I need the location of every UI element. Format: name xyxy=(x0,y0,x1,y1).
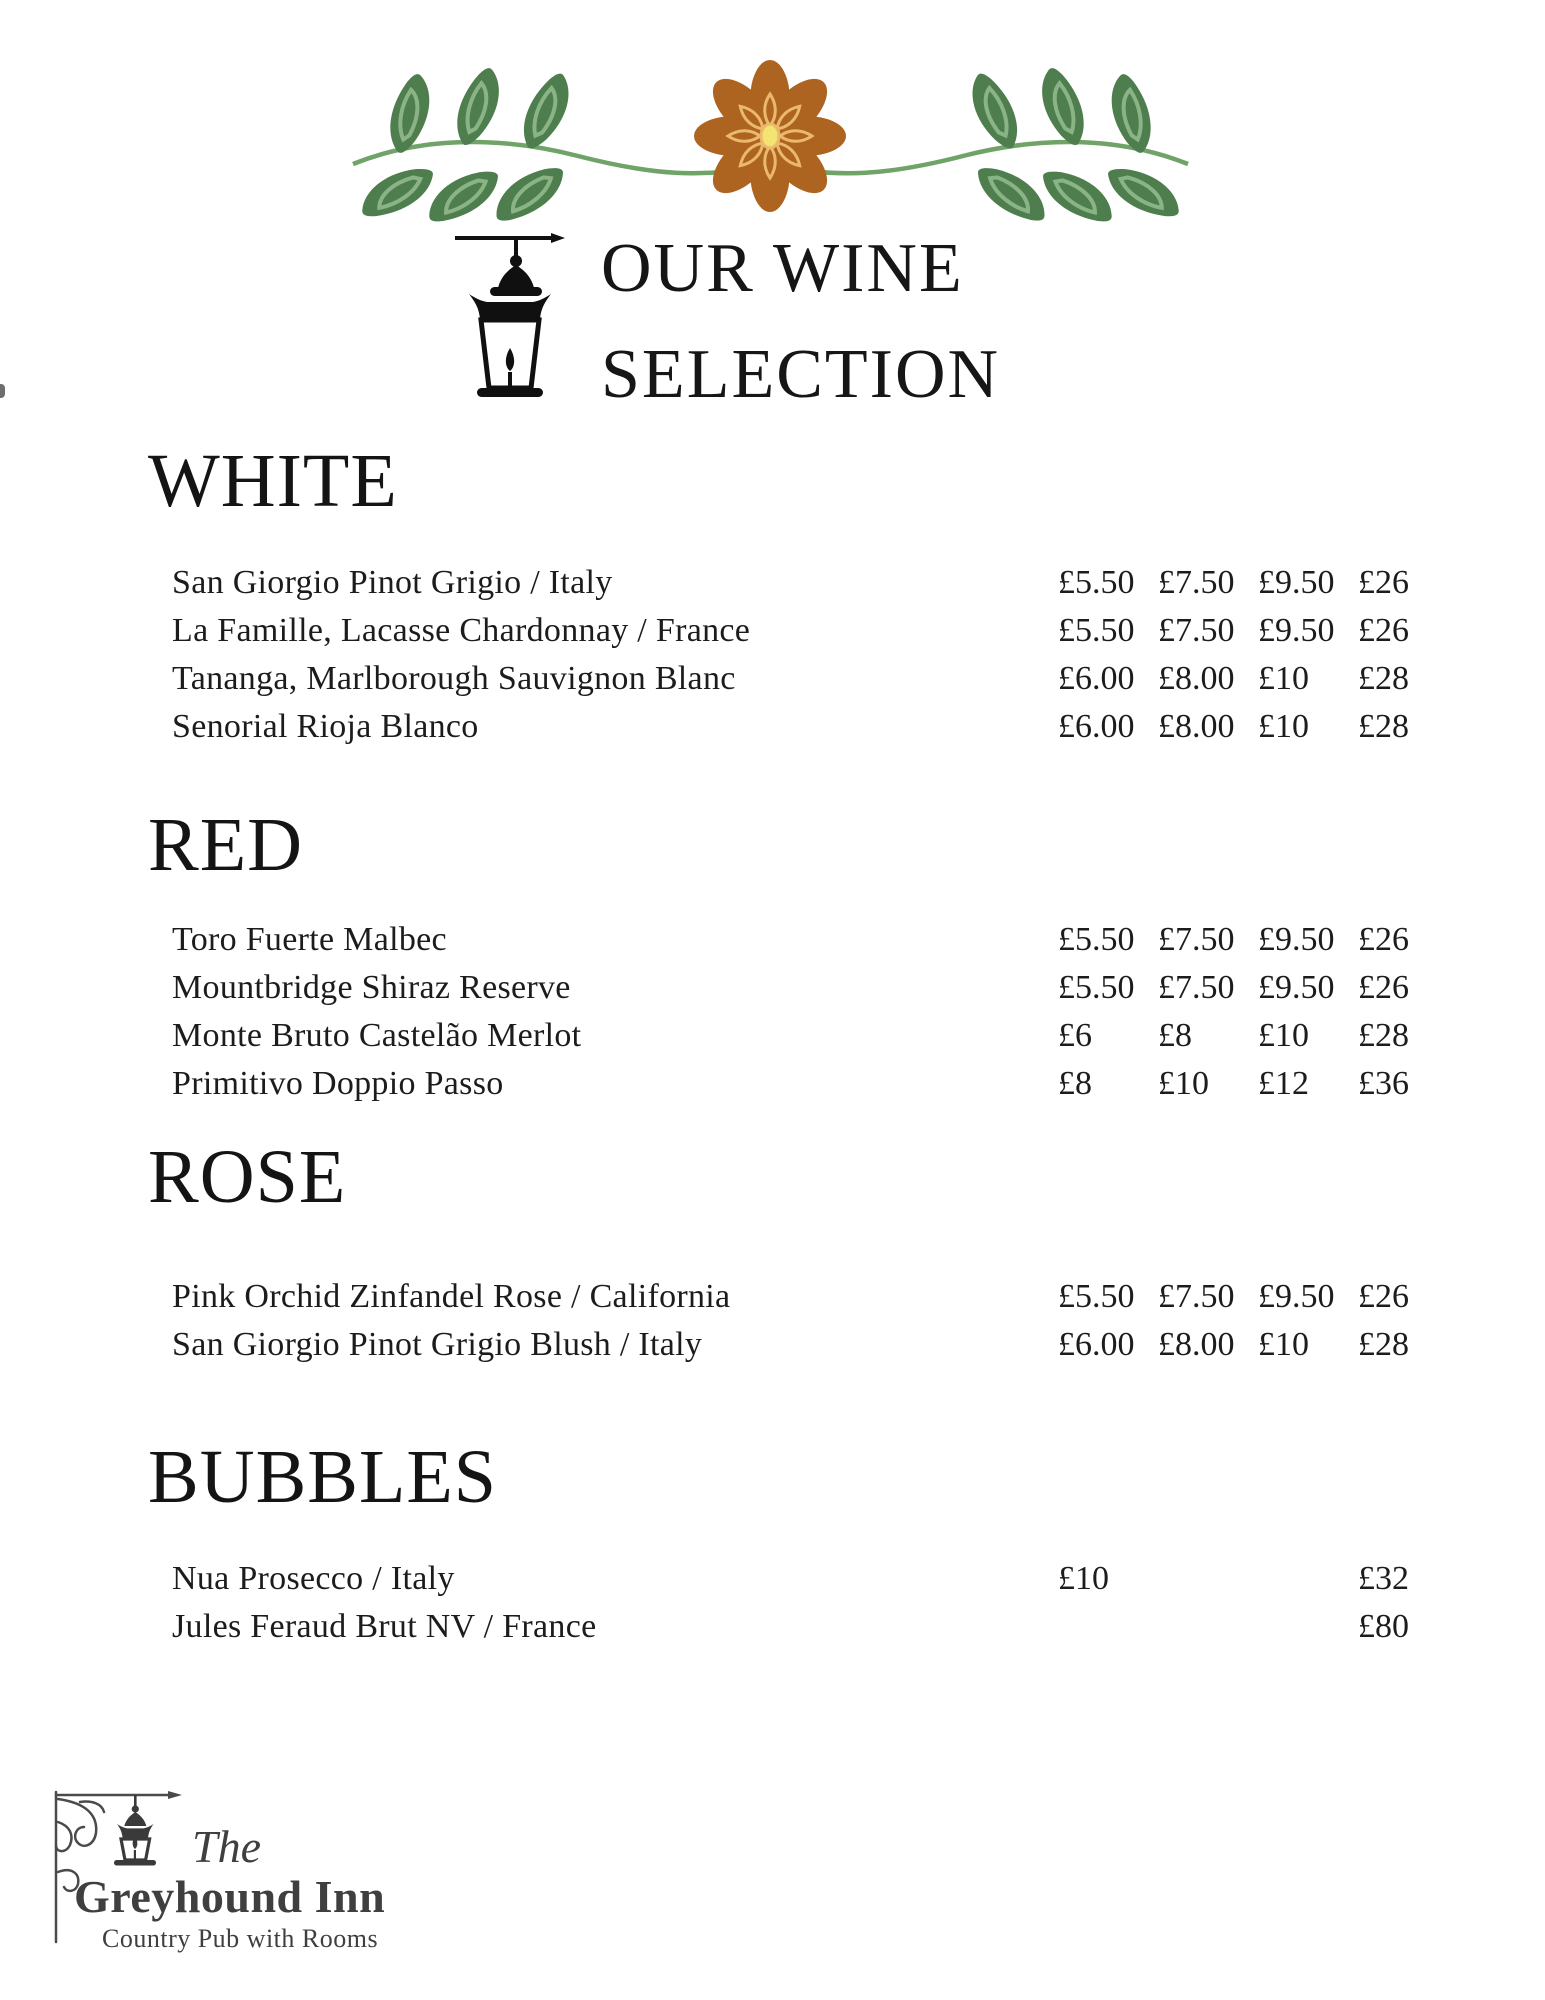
wine-price xyxy=(1258,1603,1358,1651)
section-rose xyxy=(148,1135,1488,1369)
page-title xyxy=(601,216,1000,428)
wine-price: £9.50 xyxy=(1258,921,1335,958)
wine-price: £7.50 xyxy=(1158,564,1235,601)
section-title: BUBBLES xyxy=(148,1435,498,1519)
wine-menu xyxy=(148,439,1488,1651)
wine-price: £28 xyxy=(1358,660,1409,697)
wine-price: £12 xyxy=(1258,1065,1309,1102)
wine-price: £5.50 xyxy=(1058,921,1135,958)
wine-price: £32 xyxy=(1358,1560,1409,1597)
wine-name: Senorial Rioja Blanco xyxy=(172,708,479,745)
section-white xyxy=(148,439,1488,751)
wine-row xyxy=(172,1603,1488,1651)
wine-price: £10 xyxy=(1258,708,1309,745)
wine-price: £10 xyxy=(1058,1560,1109,1597)
wine-price: £26 xyxy=(1358,969,1409,1006)
wine-price: £9.50 xyxy=(1258,612,1335,649)
wine-row xyxy=(172,607,1488,655)
footer-logo-prefix: The xyxy=(192,1821,261,1872)
wine-price: £6 xyxy=(1058,1017,1092,1054)
hanging-lantern-icon xyxy=(451,228,569,413)
wine-name: Mountbridge Shiraz Reserve xyxy=(172,969,571,1006)
wine-price: £28 xyxy=(1358,708,1409,745)
wine-row xyxy=(172,655,1488,703)
vine-flower-ornament-icon xyxy=(338,52,1203,222)
wine-row xyxy=(172,964,1488,1012)
wine-price: £80 xyxy=(1358,1608,1409,1645)
wine-price: £6.00 xyxy=(1058,708,1135,745)
wine-price: £26 xyxy=(1358,612,1409,649)
wine-price: £5.50 xyxy=(1058,969,1135,1006)
wine-price: £8 xyxy=(1158,1017,1192,1054)
wine-name: Toro Fuerte Malbec xyxy=(172,921,447,958)
wine-row xyxy=(172,703,1488,751)
wine-price: £10 xyxy=(1258,1326,1309,1363)
wine-name: Pink Orchid Zinfandel Rose / California xyxy=(172,1278,731,1315)
page-title-line2: SELECTION xyxy=(601,336,1001,413)
wine-price: £7.50 xyxy=(1158,612,1235,649)
wine-name: San Giorgio Pinot Grigio Blush / Italy xyxy=(172,1326,703,1363)
footer-lantern-icon xyxy=(114,1795,156,1866)
header-ornament xyxy=(338,52,1203,222)
section-title: WHITE xyxy=(148,439,398,523)
wine-price: £9.50 xyxy=(1258,564,1335,601)
wine-price: £8.00 xyxy=(1158,1326,1235,1363)
wine-price: £7.50 xyxy=(1158,1278,1235,1315)
wine-row xyxy=(172,1012,1488,1060)
wine-price: £8.00 xyxy=(1158,660,1235,697)
wine-name: Primitivo Doppio Passo xyxy=(172,1065,504,1102)
wine-name: Nua Prosecco / Italy xyxy=(172,1560,455,1597)
wine-price: £26 xyxy=(1358,1278,1409,1315)
wine-price: £9.50 xyxy=(1258,1278,1335,1315)
wine-price: £10 xyxy=(1158,1065,1209,1102)
wine-price: £5.50 xyxy=(1058,1278,1135,1315)
section-bubbles xyxy=(148,1435,1488,1651)
wine-price: £10 xyxy=(1258,660,1309,697)
wine-price: £28 xyxy=(1358,1017,1409,1054)
wine-name: Jules Feraud Brut NV / France xyxy=(172,1608,597,1645)
wine-price: £26 xyxy=(1358,921,1409,958)
wine-price: £26 xyxy=(1358,564,1409,601)
section-red xyxy=(148,803,1488,1108)
wine-price: £10 xyxy=(1258,1017,1309,1054)
flower-icon xyxy=(694,60,846,212)
footer-logo xyxy=(44,1780,444,1985)
wine-name: Monte Bruto Castelão Merlot xyxy=(172,1017,582,1054)
wine-row xyxy=(172,1273,1488,1321)
section-title: ROSE xyxy=(148,1135,347,1219)
wine-row xyxy=(172,1555,1488,1603)
wine-price xyxy=(1258,1555,1358,1603)
wine-price: £6.00 xyxy=(1058,660,1135,697)
title-block xyxy=(451,228,1151,428)
wine-row xyxy=(172,559,1488,607)
wine-price: £5.50 xyxy=(1058,564,1135,601)
wine-price: £28 xyxy=(1358,1326,1409,1363)
page-title-line1: OUR WINE xyxy=(601,230,964,307)
wine-row xyxy=(172,916,1488,964)
wine-price: £7.50 xyxy=(1158,969,1235,1006)
wine-name: San Giorgio Pinot Grigio / Italy xyxy=(172,564,613,601)
wine-price: £6.00 xyxy=(1058,1326,1135,1363)
wine-row xyxy=(172,1321,1488,1369)
wine-price: £5.50 xyxy=(1058,612,1135,649)
wine-name: La Famille, Lacasse Chardonnay / France xyxy=(172,612,751,649)
wine-price: £7.50 xyxy=(1158,921,1235,958)
wine-price xyxy=(1158,1603,1258,1651)
footer-logo-tagline: Country Pub with Rooms xyxy=(102,1924,379,1953)
wine-price: £8 xyxy=(1058,1065,1092,1102)
wine-price: £9.50 xyxy=(1258,969,1335,1006)
wine-name: Tananga, Marlborough Sauvignon Blanc xyxy=(172,660,736,697)
page-edge-mark xyxy=(0,384,5,398)
bracket-arrow-icon xyxy=(168,1791,182,1799)
wine-price: £8.00 xyxy=(1158,708,1235,745)
wine-price xyxy=(1058,1603,1158,1651)
wine-price: £36 xyxy=(1358,1065,1409,1102)
section-title: RED xyxy=(148,803,303,887)
wine-price xyxy=(1158,1555,1258,1603)
footer-logo-name: Greyhound Inn xyxy=(74,1871,386,1922)
wine-row xyxy=(172,1060,1488,1108)
